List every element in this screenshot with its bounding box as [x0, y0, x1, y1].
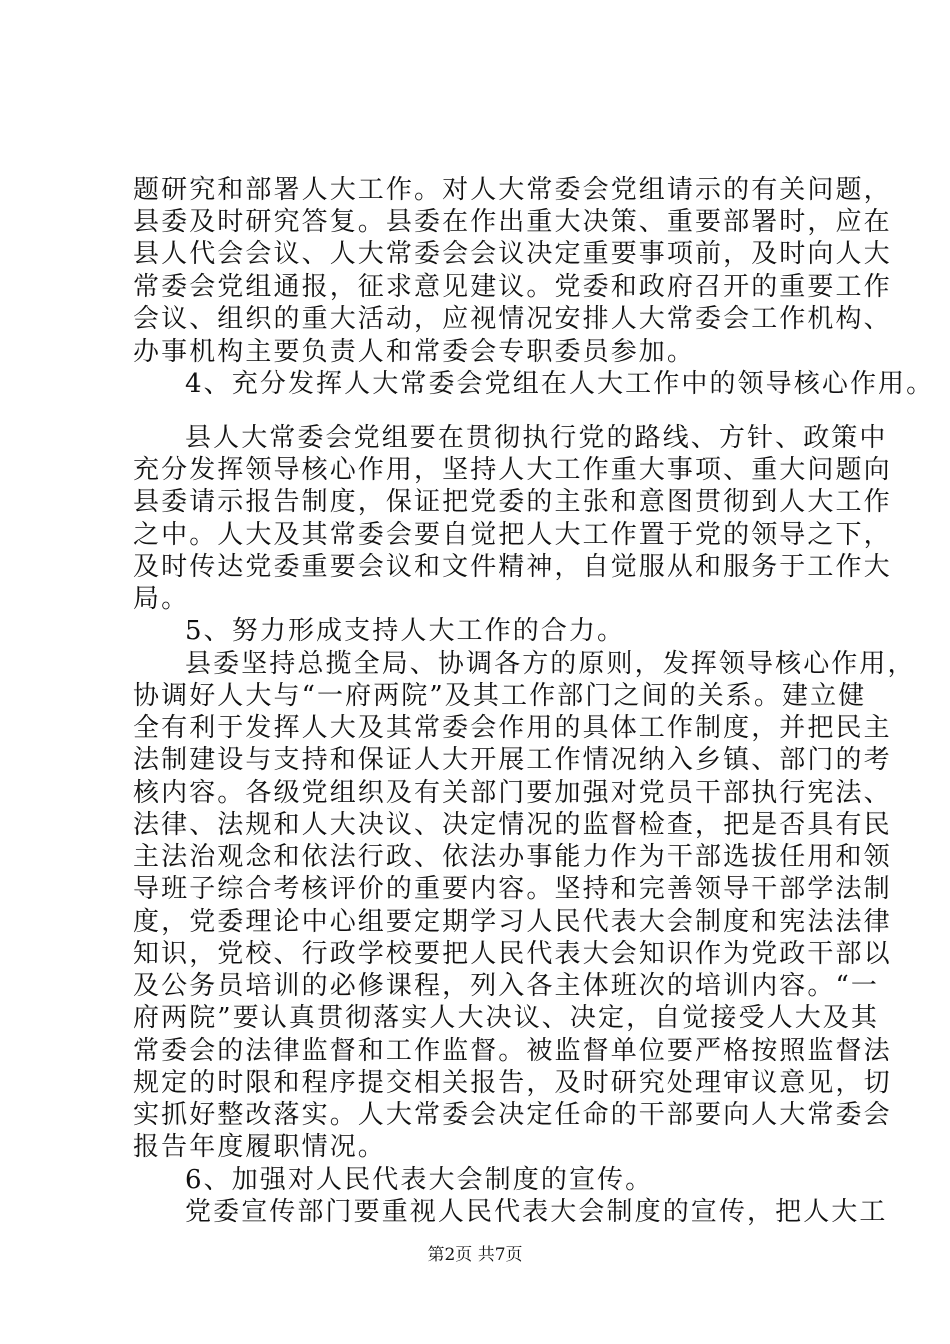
- body-text-line: 办事机构主要负责人和常委会专职委员参加。: [133, 337, 696, 367]
- body-text-line: 规定的时限和程序提交相关报告，及时研究处理审议意见，切: [133, 1068, 892, 1098]
- section-heading-4: 4、充分发挥人大常委会党组在人大工作中的领导核心作用。: [185, 369, 935, 399]
- body-text-line: 法律、法规和人大决议、决定情况的监督检查，把是否具有民: [133, 810, 892, 840]
- body-text-line: 党委宣传部门要重视人民代表大会制度的宣传，把人大工: [185, 1197, 888, 1227]
- body-text-line: 报告年度履职情况。: [133, 1132, 386, 1162]
- body-text-line: 及公务员培训的必修课程，列入各主体班次的培训内容。“一: [133, 971, 879, 1001]
- body-text-line: 县委坚持总揽全局、协调各方的原则，发挥领导核心作用，: [185, 649, 916, 679]
- body-text-line: 之中。人大及其常委会要自觉把人大工作置于党的领导之下，: [133, 520, 892, 550]
- page-number-footer: 第2页 共7页: [427, 1245, 523, 1265]
- body-text-line: 核内容。各级党组织及有关部门要加强对党员干部执行宪法、: [133, 778, 892, 808]
- body-text-line: 题研究和部署人大工作。对人大常委会党组请示的有关问题，: [133, 175, 892, 205]
- body-text-line: 府两院”要认真贯彻落实人大决议、决定，自觉接受人大及其: [133, 1003, 879, 1033]
- body-text-line: 实抓好整改落实。人大常委会决定任命的干部要向人大常委会: [133, 1100, 892, 1130]
- body-text-line: 县人代会会议、人大常委会会议决定重要事项前，及时向人大: [133, 239, 892, 269]
- body-text-line: 法制建设与支持和保证人大开展工作情况纳入乡镇、部门的考: [133, 745, 892, 775]
- body-text-line: 县委请示报告制度，保证把党委的主张和意图贯彻到人大工作: [133, 487, 892, 517]
- body-text-line: 县人大常委会党组要在贯彻执行党的路线、方针、政策中: [185, 423, 888, 453]
- body-text-line: 充分发挥领导核心作用，坚持人大工作重大事项、重大问题向: [133, 455, 892, 485]
- body-text-line: 全有利于发挥人大及其常委会作用的具体工作制度，并把民主: [133, 713, 892, 743]
- body-text-line: 常委会的法律监督和工作监督。被监督单位要严格按照监督法: [133, 1036, 892, 1066]
- body-text-line: 及时传达党委重要会议和文件精神，自觉服从和服务于工作大: [133, 552, 892, 582]
- body-text-line: 常委会党组通报，征求意见建议。党委和政府召开的重要工作: [133, 272, 892, 302]
- body-text-line: 县委及时研究答复。县委在作出重大决策、重要部署时，应在: [133, 207, 892, 237]
- body-text-line: 协调好人大与“一府两院”及其工作部门之间的关系。建立健: [133, 681, 867, 711]
- body-text-line: 会议、组织的重大活动，应视情况安排人大常委会工作机构、: [133, 304, 892, 334]
- body-text-line: 知识，党校、行政学校要把人民代表大会知识作为党政干部以: [133, 939, 892, 969]
- section-heading-5: 5、努力形成支持人大工作的合力。: [185, 616, 626, 646]
- body-text-line: 导班子综合考核评价的重要内容。坚持和完善领导干部学法制: [133, 874, 892, 904]
- body-text-line: 主法治观念和依法行政、依法办事能力作为干部选拔任用和领: [133, 842, 892, 872]
- section-heading-6: 6、加强对人民代表大会制度的宣传。: [185, 1165, 654, 1195]
- body-text-line: 度，党委理论中心组要定期学习人民代表大会制度和宪法法律: [133, 907, 892, 937]
- body-text-line: 局。: [133, 584, 190, 614]
